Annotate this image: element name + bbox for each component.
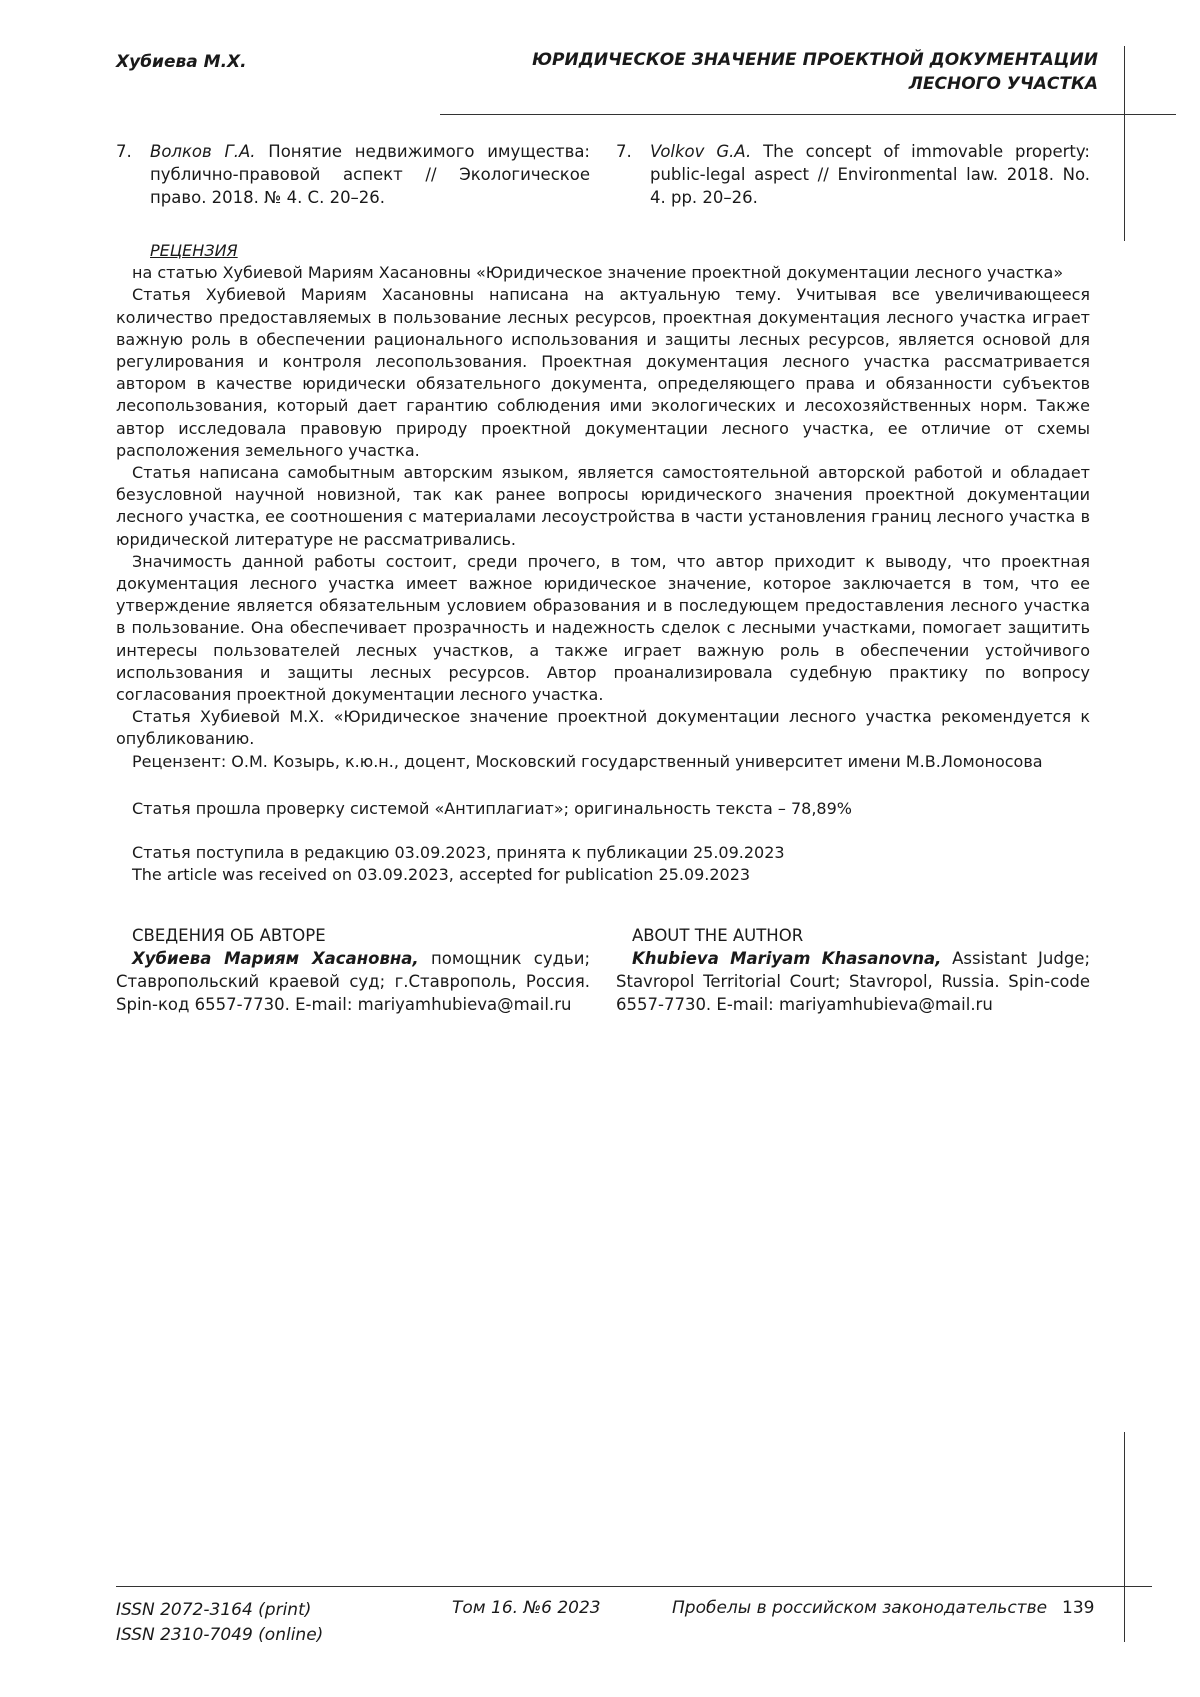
author-name: Khubieva Mariyam Khasanovna, xyxy=(632,949,941,968)
reference-author: Волков Г.А. xyxy=(150,142,256,161)
reference-number: 7. xyxy=(116,140,150,209)
reference-body: The concept of immovable property: public-legal aspect // Environmental law. 2018. No. 4. pp. 20–26. xyxy=(650,142,1090,207)
reference-text xyxy=(650,140,1090,209)
issn-online: ISSN 2310-7049 (online) xyxy=(116,1623,323,1648)
author-info-en xyxy=(616,924,1090,1016)
review-paragraph-1: Статья Хубиевой Мариям Хасановны написана на актуальную тему. Учитывая все увеличивающееся количество предоставляемых в пользование лесных ресурсов, проектная документация лесного участка играет важную роль в обеспечении рационального использования и защиты лесных ресурсов, является основой для регулирования и контроля лесопользования. Проектная документация лесного участка рассматривается автором в качестве юридически обязательного документа, определяющего права и обязанности субъектов лесопользования, который дает гарантию соблюдения ими экологических и лесохозяйственных норм. Также автор исследовала правовую природу проектной документации лесного участка, ее отличие от схемы расположения земельного участка. xyxy=(116,284,1090,462)
author-details: помощник судьи; Ставропольский краевой суд; г.Ставрополь, Россия. Spin-код 6557-7730. E-mail: mariyamhubieva@mail.ru xyxy=(116,949,590,1014)
review-paragraph-4: Статья Хубиевой М.Х. «Юридическое значение проектной документации лесного участка рекомендуется к опубликованию. xyxy=(116,706,1090,750)
reference-number: 7. xyxy=(616,140,650,209)
reference-body: Понятие недвижимого имущества: публично-правовой аспект // Экологическое право. 2018. № 4. С. 20–26. xyxy=(150,142,590,207)
author-name: Хубиева Мариям Хасановна, xyxy=(132,949,419,968)
running-title-line1: ЮРИДИЧЕСКОЕ ЗНАЧЕНИЕ ПРОЕКТНОЙ ДОКУМЕНТАЦИИ xyxy=(478,48,1098,72)
reviewer-line: Рецензент: О.М. Козырь, к.ю.н., доцент, Московский государственный университет имени М.В.Ломоносова xyxy=(116,751,1090,773)
author-info-ru xyxy=(116,924,590,1016)
running-title-line2: ЛЕСНОГО УЧАСТКА xyxy=(478,72,1098,96)
page-number: 139 xyxy=(1062,1598,1094,1618)
journal-name: Пробелы в российском законодательстве xyxy=(672,1598,1047,1618)
reference-en xyxy=(616,140,1090,209)
author-info-heading: СВЕДЕНИЯ ОБ АВТОРЕ xyxy=(116,924,590,947)
received-en: The article was received on 03.09.2023, accepted for publication 25.09.2023 xyxy=(132,864,750,886)
running-author: Хубиева М.Х. xyxy=(116,52,247,72)
review-subtitle: на статью Хубиевой Мариям Хасановны «Юридическое значение проектной документации лесного участка» xyxy=(116,262,1090,284)
review-paragraph-3: Значимость данной работы состоит, среди прочего, в том, что автор приходит к выводу, что проектная документация лесного участка имеет важное юридическое значение, которое заключается в том, что ее утверждение является обязательным условием образования и в последующем предоставления лесного участка в пользование. Она обеспечивает прозрачность и надежность сделок с лесными участками, помогает защитить интересы пользователей лесных участков, а также играет важную роль в обеспечении устойчивого использования и защиты лесных ресурсов. Автор проанализировала судебную практику по вопросу согласования проектной документации лесного участка. xyxy=(116,551,1090,706)
header-vertical-rule xyxy=(1124,46,1125,241)
reference-author: Volkov G.A. xyxy=(650,142,751,161)
header-rule xyxy=(440,114,1176,115)
issn-block xyxy=(116,1598,323,1648)
author-info-heading: ABOUT THE AUTHOR xyxy=(616,924,1090,947)
footer-rule xyxy=(116,1586,1152,1587)
author-details: Assistant Judge; Stavropol Territorial Court; Stavropol, Russia. Spin-code 6557-7730. E-mail: mariyamhubieva@mail.ru xyxy=(616,949,1090,1014)
review-paragraph-2: Статья написана самобытным авторским языком, является самостоятельной авторской работой и обладает безусловной научной новизной, так как ранее вопросы юридического значения проектной документации лесного участка, ее соотношения с материалами лесоустройства в части установления границ лесного участка в юридической литературе не рассматривались. xyxy=(116,462,1090,551)
antiplagiat-note: Статья прошла проверку системой «Антиплагиат»; оригинальность текста – 78,89% xyxy=(132,798,852,820)
review-section xyxy=(116,240,1090,773)
footer-vertical-rule xyxy=(1124,1432,1125,1642)
review-title: РЕЦЕНЗИЯ xyxy=(150,240,1090,262)
volume-issue: Том 16. №6 2023 xyxy=(452,1598,601,1618)
reference-ru xyxy=(116,140,590,209)
issn-print: ISSN 2072-3164 (print) xyxy=(116,1598,323,1623)
running-title xyxy=(478,48,1098,96)
reference-text xyxy=(150,140,590,209)
received-ru: Статья поступила в редакцию 03.09.2023, принята к публикации 25.09.2023 xyxy=(132,842,785,864)
